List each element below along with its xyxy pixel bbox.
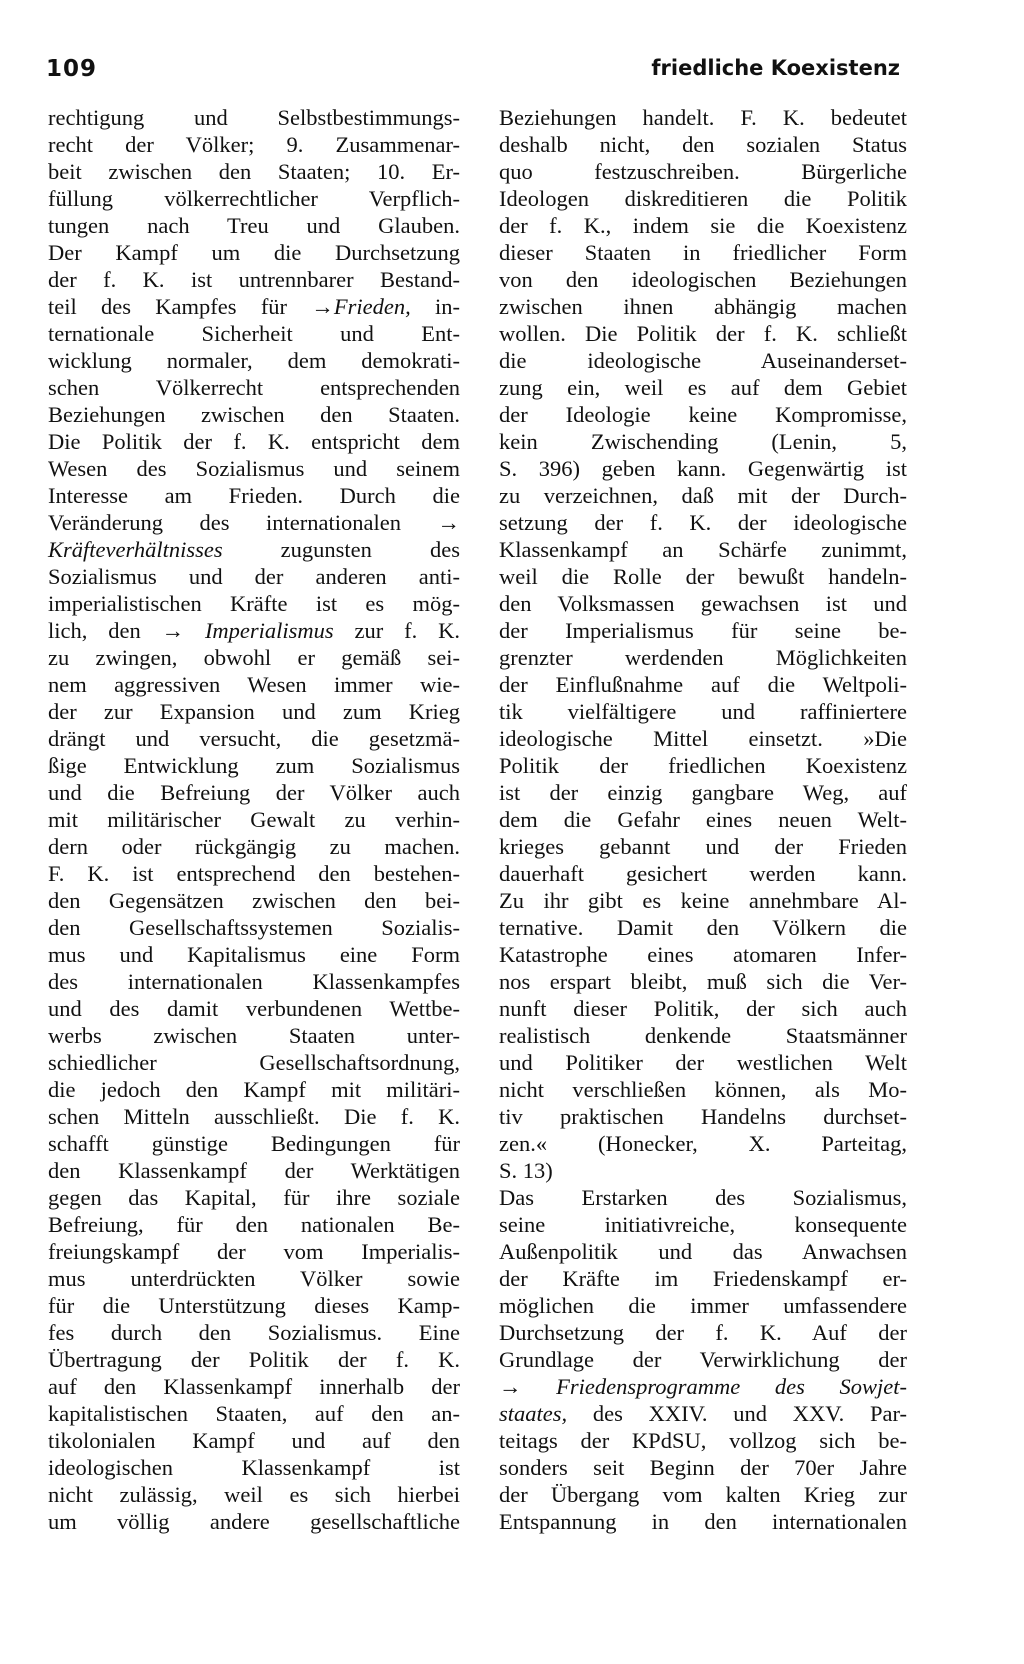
text-line (48, 590, 460, 617)
line-text: teil des Kampfes für (48, 294, 312, 319)
text-line (48, 563, 460, 590)
line-text: schen Völkerrecht entsprechenden (48, 375, 460, 400)
text-line (499, 1049, 907, 1076)
cross-reference-term: staates, (499, 1401, 568, 1426)
line-text: des internationalen Klassenkampfes (48, 969, 460, 994)
line-text: den Klassenkampf der Werktätigen (48, 1158, 460, 1183)
text-line (48, 401, 460, 428)
text-line (48, 482, 460, 509)
text-line (48, 1265, 460, 1292)
cross-reference-term: Frieden, (333, 294, 411, 319)
line-text: zur f. K. (333, 618, 460, 643)
line-text: schiedlicher Gesellschaftsordnung, (48, 1050, 460, 1075)
line-text: Beziehungen zwischen den Staaten. (48, 402, 460, 427)
text-line (499, 1427, 907, 1454)
text-line (499, 374, 907, 401)
text-line (48, 374, 460, 401)
text-line (48, 1508, 460, 1535)
line-text: nicht verschließen können, als Mo- (499, 1077, 907, 1102)
text-line (48, 536, 460, 563)
line-text: Die Politik der f. K. entspricht dem (48, 429, 460, 454)
line-text: tungen nach Treu und Glauben. (48, 213, 460, 238)
line-text: und des damit verbundenen Wettbe- (48, 996, 460, 1021)
line-text: Wesen des Sozialismus und seinem (48, 456, 460, 481)
line-text: ternative. Damit den Völkern die (499, 915, 907, 940)
line-text: für die Unterstützung dieses Kamp- (48, 1293, 460, 1318)
text-line (48, 806, 460, 833)
text-line (48, 1184, 460, 1211)
text-line (499, 293, 907, 320)
text-line (48, 752, 460, 779)
line-text: Außenpolitik und das Anwachsen (499, 1239, 907, 1264)
line-text: Übertragung der Politik der f. K. (48, 1347, 460, 1372)
text-line (499, 509, 907, 536)
line-text: nicht zulässig, weil es sich hierbei (48, 1482, 460, 1507)
line-text: den Gegensätzen zwischen den bei- (48, 888, 460, 913)
text-line (499, 644, 907, 671)
text-line (499, 1238, 907, 1265)
line-text: der Ideologie keine Kompromisse, (499, 402, 907, 427)
line-text: Veränderung des internationalen (48, 510, 438, 535)
line-text: nem aggressiven Wesen immer wie- (48, 672, 460, 697)
text-line (499, 752, 907, 779)
text-line (48, 725, 460, 752)
text-line (48, 914, 460, 941)
line-text: Grundlage der Verwirklichung der (499, 1347, 907, 1372)
text-line (48, 995, 460, 1022)
text-line (499, 806, 907, 833)
line-text: kein Zwischending (Lenin, 5, (499, 429, 907, 454)
line-text: des XXIV. und XXV. Par- (567, 1401, 907, 1426)
line-text: zwischen ihnen abhängig machen (499, 294, 907, 319)
text-line (48, 1049, 460, 1076)
line-text: sonders seit Beginn der 70er Jahre (499, 1455, 907, 1480)
text-line (48, 1076, 460, 1103)
line-text: setzung der f. K. der ideologische (499, 510, 907, 535)
text-line (48, 455, 460, 482)
line-text: tiv praktischen Handelns durchset- (499, 1104, 907, 1129)
line-text: Politik der friedlichen Koexistenz (499, 753, 907, 778)
text-line (48, 104, 460, 131)
line-text: tikolonialen Kampf und auf den (48, 1428, 460, 1453)
text-line (499, 887, 907, 914)
text-line (499, 617, 907, 644)
text-line (499, 347, 907, 374)
text-line (48, 833, 460, 860)
line-text: Das Erstarken des Sozialismus, (499, 1185, 907, 1210)
text-line (48, 617, 460, 644)
cross-reference-term: Imperialismus (184, 618, 334, 643)
text-line (48, 428, 460, 455)
line-text: dieser Staaten in friedlicher Form (499, 240, 907, 265)
line-text: wollen. Die Politik der f. K. schließt (499, 321, 907, 346)
left-text-column (48, 104, 460, 1535)
line-text: um völlig andere gesellschaftliche (48, 1509, 460, 1534)
line-text: dern oder rückgängig zu machen. (48, 834, 460, 859)
text-line (48, 779, 460, 806)
text-line (499, 563, 907, 590)
line-text: werbs zwischen Staaten unter- (48, 1023, 460, 1048)
cross-reference-arrow-icon: → (161, 618, 185, 643)
line-text: quo festzuschreiben. Bürgerliche (499, 159, 907, 184)
line-text: ideologische Mittel einsetzt. »Die (499, 726, 907, 751)
cross-reference-term: Kräfteverhältnisses (48, 537, 223, 562)
text-line (48, 266, 460, 293)
text-line (499, 104, 907, 131)
text-line (48, 1481, 460, 1508)
text-line (499, 1184, 907, 1211)
text-line (499, 914, 907, 941)
line-text: imperialistischen Kräfte ist es mög- (48, 591, 460, 616)
line-text: S. 13) (499, 1158, 553, 1183)
line-text: seine initiativreiche, konsequente (499, 1212, 907, 1237)
text-line (48, 1400, 460, 1427)
line-text: grenzter werdenden Möglichkeiten (499, 645, 907, 670)
line-text: mit militärischer Gewalt zu verhin- (48, 807, 460, 832)
text-line (499, 860, 907, 887)
line-text: weil die Rolle der bewußt handeln- (499, 564, 907, 589)
page-number: 109 (46, 56, 98, 82)
line-text: Ideologen diskreditieren die Politik (499, 186, 907, 211)
text-line (499, 1211, 907, 1238)
text-line (499, 671, 907, 698)
cross-reference-term: Friedensprogramme des Sowjet- (521, 1374, 907, 1399)
line-text: mus unterdrückten Völker sowie (48, 1266, 460, 1291)
line-text: die ideologische Auseinanderset- (499, 348, 907, 373)
text-line (48, 509, 460, 536)
text-line (499, 428, 907, 455)
line-text: ist der einzig gangbare Weg, auf (499, 780, 907, 805)
line-text: krieges gebannt und der Frieden (499, 834, 907, 859)
text-line (48, 1454, 460, 1481)
line-text: beit zwischen den Staaten; 10. Er- (48, 159, 460, 184)
line-text: mus und Kapitalismus eine Form (48, 942, 460, 967)
text-line (499, 1076, 907, 1103)
text-line (499, 968, 907, 995)
line-text: die jedoch den Kampf mit militäri- (48, 1077, 460, 1102)
line-text: realistisch denkende Staatsmänner (499, 1023, 907, 1048)
text-line (48, 1211, 460, 1238)
text-line (499, 725, 907, 752)
text-line (48, 1157, 460, 1184)
line-text: Interesse am Frieden. Durch die (48, 483, 460, 508)
text-line (48, 1022, 460, 1049)
line-text: möglichen die immer umfassendere (499, 1293, 907, 1318)
line-text: rechtigung und Selbstbestimmungs- (48, 105, 460, 130)
line-text: zung ein, weil es auf dem Gebiet (499, 375, 907, 400)
line-text: ideologischen Klassenkampf ist (48, 1455, 460, 1480)
text-line (48, 887, 460, 914)
text-line (48, 1292, 460, 1319)
line-text: Der Kampf um die Durchsetzung (48, 240, 460, 265)
text-line (499, 833, 907, 860)
text-line (48, 239, 460, 266)
text-line (48, 1130, 460, 1157)
line-text: Durchsetzung der f. K. Auf der (499, 1320, 907, 1345)
line-text: S. 396) geben kann. Gegenwärtig ist (499, 456, 907, 481)
text-line (48, 185, 460, 212)
text-line (499, 1346, 907, 1373)
text-line (48, 158, 460, 185)
text-line (48, 671, 460, 698)
line-text: zu verzeichnen, daß mit der Durch- (499, 483, 907, 508)
line-text: ßige Entwicklung zum Sozialismus (48, 753, 460, 778)
text-line (499, 1292, 907, 1319)
line-text: der Einflußnahme auf die Weltpoli- (499, 672, 907, 697)
line-text: der f. K., indem sie die Koexistenz (499, 213, 907, 238)
text-line (48, 1238, 460, 1265)
cross-reference-arrow-icon: → (437, 510, 460, 535)
cross-reference-arrow-icon: → (499, 1374, 522, 1399)
text-line (499, 1130, 907, 1157)
line-text: ternationale Sicherheit und Ent- (48, 321, 460, 346)
text-line (48, 1373, 460, 1400)
text-line (48, 212, 460, 239)
line-text: und Politiker der westlichen Welt (499, 1050, 907, 1075)
text-line (499, 995, 907, 1022)
line-text: deshalb nicht, den sozialen Status (499, 132, 907, 157)
text-line (499, 1373, 907, 1400)
line-text: dem die Gefahr eines neuen Welt- (499, 807, 907, 832)
line-text: tik vielfältigere und raffiniertere (499, 699, 907, 724)
text-line (499, 401, 907, 428)
text-line (48, 320, 460, 347)
line-text: füllung völkerrechtlicher Verpflich- (48, 186, 460, 211)
line-text: Entspannung in den internationalen (499, 1509, 907, 1534)
line-text: der f. K. ist untrennbarer Bestand- (48, 267, 460, 292)
line-text: der Übergang vom kalten Krieg zur (499, 1482, 907, 1507)
line-text: Katastrophe eines atomaren Infer- (499, 942, 907, 967)
text-line (499, 1508, 907, 1535)
text-line (48, 1319, 460, 1346)
line-text: drängt und versucht, die gesetzmä- (48, 726, 460, 751)
text-line (499, 1481, 907, 1508)
line-text: nos erspart bleibt, muß sich die Ver- (499, 969, 907, 994)
cross-reference-arrow-icon: → (311, 294, 334, 319)
line-text: Zu ihr gibt es keine annehmbare Al- (499, 888, 907, 913)
text-line (499, 1103, 907, 1130)
text-line (499, 1265, 907, 1292)
right-text-column (499, 104, 907, 1535)
line-text: Klassenkampf an Schärfe zunimmt, (499, 537, 907, 562)
text-line (499, 590, 907, 617)
text-line (499, 941, 907, 968)
running-head: friedliche Koexistenz (651, 56, 900, 80)
text-line (48, 860, 460, 887)
line-text: den Gesellschaftssystemen Sozialis- (48, 915, 460, 940)
text-line (48, 941, 460, 968)
line-text: zu zwingen, obwohl er gemäß sei- (48, 645, 460, 670)
text-line (48, 698, 460, 725)
text-line (48, 1346, 460, 1373)
line-text: lich, den (48, 618, 162, 643)
line-text: schafft günstige Bedingungen für (48, 1131, 460, 1156)
line-text: F. K. ist entsprechend den bestehen- (48, 861, 460, 886)
line-text: der Imperialismus für seine be- (499, 618, 907, 643)
text-line (499, 131, 907, 158)
line-text: schen Mitteln ausschließt. Die f. K. (48, 1104, 460, 1129)
line-text: von den ideologischen Beziehungen (499, 267, 907, 292)
text-line (48, 1427, 460, 1454)
text-line (499, 158, 907, 185)
line-text: wicklung normaler, dem demokrati- (48, 348, 460, 373)
line-text: Beziehungen handelt. F. K. bedeutet (499, 105, 907, 130)
text-line (499, 320, 907, 347)
text-line (499, 482, 907, 509)
text-line (499, 212, 907, 239)
line-text: in- (410, 294, 460, 319)
text-line (48, 968, 460, 995)
line-text: den Volksmassen gewachsen ist und (499, 591, 907, 616)
text-line (499, 185, 907, 212)
text-line (499, 1400, 907, 1427)
text-line (499, 1022, 907, 1049)
text-line (499, 779, 907, 806)
text-line (499, 536, 907, 563)
line-text: fes durch den Sozialismus. Eine (48, 1320, 460, 1345)
line-text: Sozialismus und der anderen anti- (48, 564, 460, 589)
line-text: Befreiung, für den nationalen Be- (48, 1212, 460, 1237)
line-text: dauerhaft gesichert werden kann. (499, 861, 907, 886)
line-text: zen.« (Honecker, X. Parteitag, (499, 1131, 907, 1156)
line-text: freiungskampf der vom Imperialis- (48, 1239, 460, 1264)
text-line (48, 347, 460, 374)
text-line (48, 644, 460, 671)
line-text: recht der Völker; 9. Zusammenar- (48, 132, 460, 157)
text-line (499, 239, 907, 266)
text-line (499, 1319, 907, 1346)
line-text: kapitalistischen Staaten, auf den an- (48, 1401, 460, 1426)
text-line (499, 698, 907, 725)
line-text: und die Befreiung der Völker auch (48, 780, 460, 805)
text-line (48, 293, 460, 320)
text-line (499, 266, 907, 293)
line-text: teitags der KPdSU, vollzog sich be- (499, 1428, 907, 1453)
text-line (48, 131, 460, 158)
text-line (499, 1454, 907, 1481)
line-text: gegen das Kapital, für ihre soziale (48, 1185, 460, 1210)
text-line (48, 1103, 460, 1130)
line-text: der zur Expansion und zum Krieg (48, 699, 460, 724)
line-text: zugunsten des (222, 537, 460, 562)
line-text: auf den Klassenkampf innerhalb der (48, 1374, 460, 1399)
line-text: der Kräfte im Friedenskampf er- (499, 1266, 907, 1291)
text-line (499, 455, 907, 482)
text-line (499, 1157, 907, 1184)
line-text: nunft dieser Politik, der sich auch (499, 996, 907, 1021)
